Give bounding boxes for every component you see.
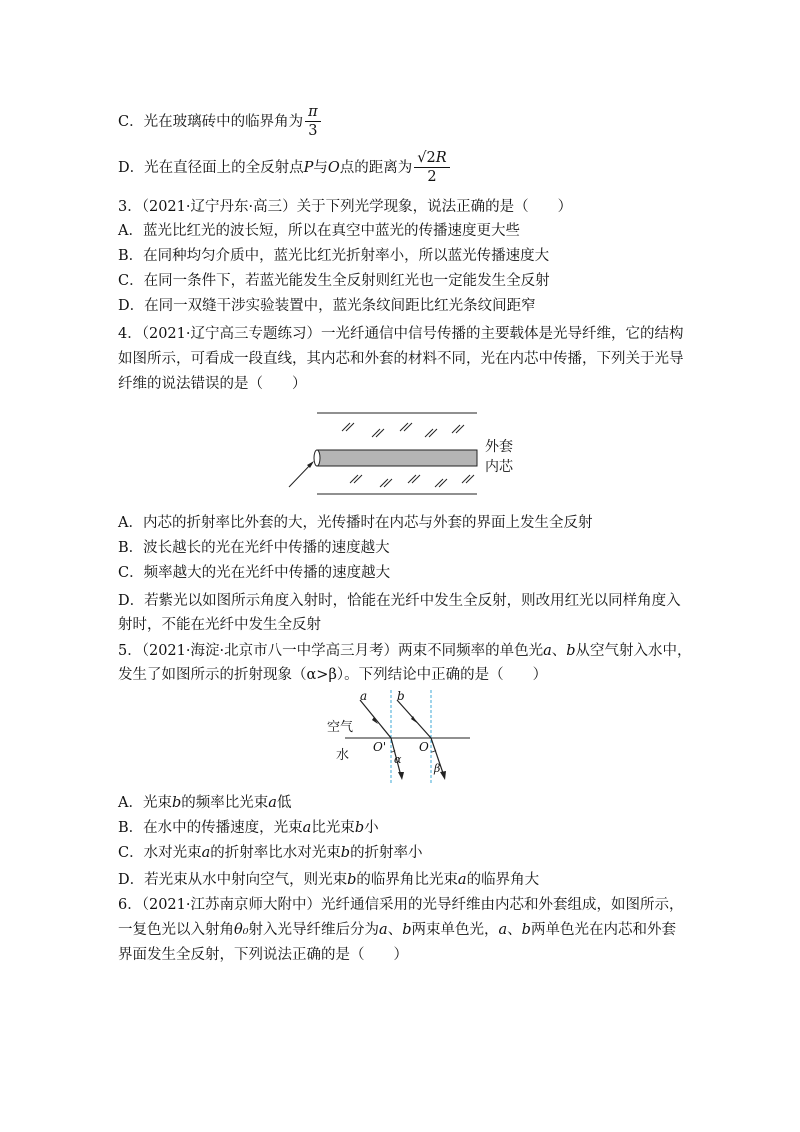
q5-option-a: A．光束b的频率比光束a低 bbox=[118, 795, 292, 811]
label-inner-core: 内芯 bbox=[485, 459, 513, 475]
refraction-figure bbox=[325, 688, 475, 788]
q3-option-d: D．在同一双缝干涉实验装置中，蓝光条纹间距比红光条纹间距窄 bbox=[118, 298, 536, 314]
q6-stem-line2: 一复色光以入射角θ₀射入光导纤维后分为a、b两束单色光，a、b两单色光在内芯和外套 bbox=[118, 922, 676, 938]
q5-option-c: C．水对光束a的折射率比水对光束b的折射率小 bbox=[118, 845, 423, 861]
q4-stem-line2: 如图所示，可看成一段直线，其内芯和外套的材料不同，光在内芯中传播，下列关于光导 bbox=[118, 351, 684, 367]
pi-over-3-fraction: $\frac{\pi}{3}$ bbox=[305, 104, 321, 140]
q4-option-d-cont: 射时，不能在光纤中发生全反射 bbox=[118, 617, 321, 633]
q4-option-a: A．内芯的折射率比外套的大，光传播时在内芯与外套的界面上发生全反射 bbox=[118, 515, 593, 531]
svg-text:a: a bbox=[360, 689, 368, 703]
q4-option-c: C．频率越大的光在光纤中传播的速度越大 bbox=[118, 565, 391, 581]
q2-option-d: D．光在直径面上的全反射点P与O点的距离为 $\frac{√2R}{2}$ bbox=[118, 150, 450, 186]
q3-option-a: A．蓝光比红光的波长短，所以在真空中蓝光的传播速度更大些 bbox=[118, 223, 520, 239]
q4-option-d: D．若紫光以如图所示角度入射时，恰能在光纤中发生全反射，则改用红光以同样角度入 bbox=[118, 593, 681, 609]
q3-option-b: B．在同种均匀介质中，蓝光比红光折射率小，所以蓝光传播速度大 bbox=[118, 248, 550, 264]
q4-stem-line3: 纤维的说法错误的是（ ） bbox=[118, 376, 307, 392]
svg-text:α: α bbox=[394, 753, 402, 766]
svg-text:O': O' bbox=[373, 740, 387, 754]
q5-stem-line1: 5．（2021·海淀·北京市八一中学高三月考）两束不同频率的单色光a、b从空气射入水中， bbox=[118, 643, 692, 659]
svg-text:β: β bbox=[434, 762, 441, 775]
svg-text:b: b bbox=[397, 689, 405, 703]
q5-option-d: D．若光束从水中射向空气，则光束b的临界角比光束a的临界角大 bbox=[118, 872, 540, 888]
q5-option-b: B．在水中的传播速度，光束a比光束b小 bbox=[118, 820, 379, 836]
optical-fiber-figure bbox=[280, 405, 520, 500]
svg-text:空气: 空气 bbox=[327, 720, 354, 735]
q6-stem-line1: 6．（2021·江苏南京师大附中）光纤通信采用的光导纤维由内芯和外套组成，如图所示， bbox=[118, 897, 684, 913]
q2-option-c: C．光在玻璃砖中的临界角为 $\frac{\pi}{3}$ bbox=[118, 104, 321, 140]
sqrt2R-over-2-fraction: $\frac{√2R}{2}$ bbox=[414, 150, 449, 186]
svg-text:水: 水 bbox=[336, 748, 350, 763]
svg-text:O: O bbox=[419, 740, 429, 754]
q3-stem: 3．（2021·辽宁丹东·高三）关于下列光学现象，说法正确的是（ ） bbox=[118, 199, 573, 215]
q4-option-b: B．波长越长的光在光纤中传播的速度越大 bbox=[118, 540, 390, 556]
q3-option-c: C．在同一条件下，若蓝光能发生全反射则红光也一定能发生全反射 bbox=[118, 273, 550, 289]
label-outer-sheath: 外套 bbox=[485, 439, 513, 455]
q4-stem-line1: 4．（2021·辽宁高三专题练习）一光纤通信中信号传播的主要载体是光导纤维，它的结构 bbox=[118, 326, 684, 342]
q6-stem-line3: 界面发生全反射，下列说法正确的是（ ） bbox=[118, 947, 408, 963]
q5-stem-line2: 发生了如图所示的折射现象（α>β）。下列结论中正确的是（ ） bbox=[118, 667, 548, 683]
